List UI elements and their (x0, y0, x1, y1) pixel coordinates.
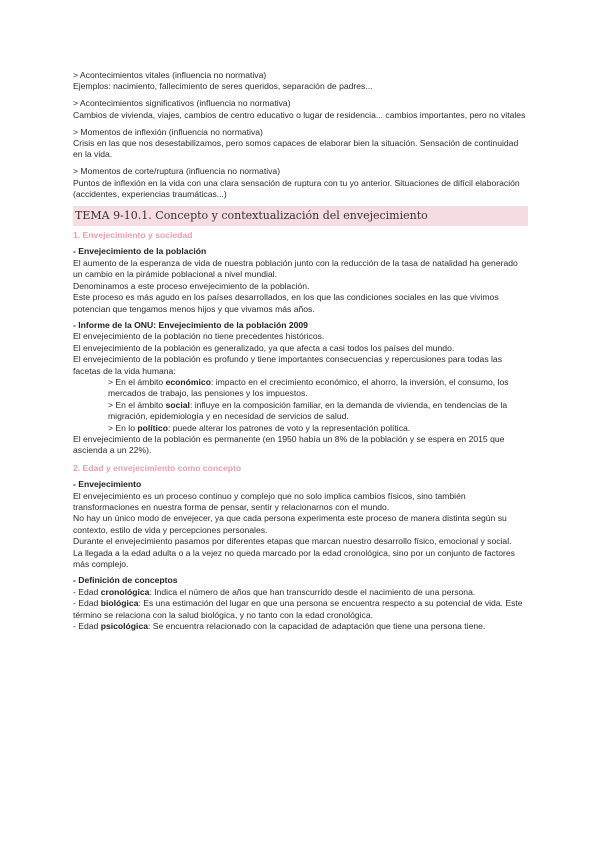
definition-item (73, 598, 528, 621)
subsection-title: - Envejecimiento (73, 479, 142, 490)
ambit-prefix: > En lo (108, 422, 138, 433)
definition-prefix: - Edad (73, 621, 101, 632)
intro-item (73, 70, 528, 93)
definition-text: : Es una estimación del lugar en que una persona se encuentra respecto a su potencial de vida. Este término se relaciona con la salud biológica, y no tanto con la edad cronológica. (73, 598, 523, 620)
definition-prefix: - Edad (73, 598, 101, 609)
subsection-title: - Definición de conceptos (73, 575, 178, 586)
subsection-title: - Informe de la ONU: Envejecimiento de la población 2009 (73, 319, 308, 330)
ambit-keyword: social (165, 399, 190, 410)
ambit-prefix: > En el ámbito (108, 376, 166, 387)
ambit-keyword: político (137, 422, 168, 433)
definition-text: : Indica el número de años que han transcurrido desde el nacimiento de una persona. (149, 586, 476, 597)
paragraph: La llegada a la edad adulta o a la vejez no queda marcado por la edad cronológica, sino por un conjunto de factores más complejo. (73, 547, 515, 570)
subsection-title: - Envejecimiento de la población (73, 246, 207, 257)
section-heading-1: 1. Envejecimiento y sociedad (73, 230, 193, 241)
definition-term: psicológica (100, 621, 148, 632)
intro-item (73, 166, 528, 200)
paragraph: El envejecimiento es un proceso continuo y complejo que no solo implica cambios físicos, sino también transformaciones en nuestra forma de pensar, sentir y relacionarnos con el mundo. (73, 490, 466, 512)
intro-item-body: Puntos de inflexión en la vida con una clara sensación de ruptura con tu yo anterior. Situaciones de difícil elaboración (accidentes, experiencias traumáticas...) (73, 177, 520, 200)
paragraph: Denominamos a este proceso envejecimiento de la población. (73, 280, 310, 291)
ambit-text: : impacto en el crecimiento económico, el ahorro, la inversión, el consumo, los mercados de trabajo, las pensiones y los impuestos. (108, 376, 509, 399)
section-heading-2: 2. Edad y envejecimiento como concepto (73, 462, 242, 473)
paragraph: Durante el envejecimiento pasamos por diferentes etapas que marcan nuestro desarrollo físico, emocional y social. (73, 536, 512, 547)
paragraph: El envejecimiento de la población es profundo y tiene importantes consecuencias y repercusiones para todas las facetas de la vida humana: (73, 354, 502, 376)
intro-item-body: Crisis en las que nos desestabilizamos, pero somos capaces de elaborar bien la situación. Sensación de continuidad en la vida. (73, 138, 519, 160)
ambit-item (73, 377, 528, 400)
paragraph: El envejecimiento de la población es generalizado, ya que afecta a casi todos los países del mundo. (73, 342, 455, 353)
definition-term: biológica (100, 598, 139, 609)
intro-item (73, 127, 528, 161)
intro-item (73, 98, 528, 121)
definition-item (73, 621, 528, 632)
paragraph: El envejecimiento de la población es permanente (en 1950 había un 8% de la población y se espera en 2015 que ascienda a un 22%). (73, 433, 505, 456)
paragraph: El aumento de la esperanza de vida de nuestra población junto con la reducción de la tasa de natalidad ha generado un cambio en la pirámide poblacional a nivel mundial. (73, 257, 518, 280)
paragraph: No hay un único modo de envejecer, ya que cada persona experimenta este proceso de manera distinta según su contexto, estilo de vida y percepciones personales. (73, 513, 507, 535)
topic-title: TEMA 9-10.1. Concepto y contextualización del envejecimiento (73, 206, 528, 226)
intro-item-head: > Momentos de corte/ruptura (influencia no normativa) (73, 166, 281, 177)
ambit-item (73, 400, 528, 423)
definition-term: cronológica (100, 586, 150, 597)
document-page (73, 70, 528, 632)
definition-prefix: - Edad (73, 586, 101, 597)
ambit-item (73, 423, 528, 434)
definition-item (73, 587, 528, 598)
ambit-text: : influye en la composición familiar, en la demanda de vivienda, en tendencias de la migración, epidemiología y en necesidad de servicios de salud. (108, 399, 508, 422)
paragraph: Este proceso es más agudo en los países desarrollados, en los que las condiciones sociales en las que vivimos potencian que tengamos menos hijos y que vivamos más años. (73, 292, 499, 314)
paragraph: El envejecimiento de la población no tiene precedentes históricos. (73, 331, 325, 342)
intro-item-body: Ejemplos: nacimiento, fallecimiento de seres queridos, separación de padres... (73, 81, 373, 92)
intro-item-head: > Momentos de inflexión (influencia no normativa) (73, 126, 263, 137)
ambit-text: : puede alterar los patrones de voto y la representación política. (167, 422, 411, 433)
intro-item-body: Cambios de vivienda, viajes, cambios de centro educativo o lugar de residencia... cambios importantes, pero no vitales (73, 109, 526, 120)
ambit-keyword: económico (165, 376, 211, 387)
intro-item-head: > Acontecimientos significativos (influencia no normativa) (73, 98, 291, 109)
definition-text: : Se encuentra relacionado con la capacidad de adaptación que tiene una persona tiene. (148, 621, 486, 632)
ambit-prefix: > En el ámbito (108, 399, 166, 410)
intro-item-head: > Acontecimientos vitales (influencia no normativa) (73, 70, 267, 80)
